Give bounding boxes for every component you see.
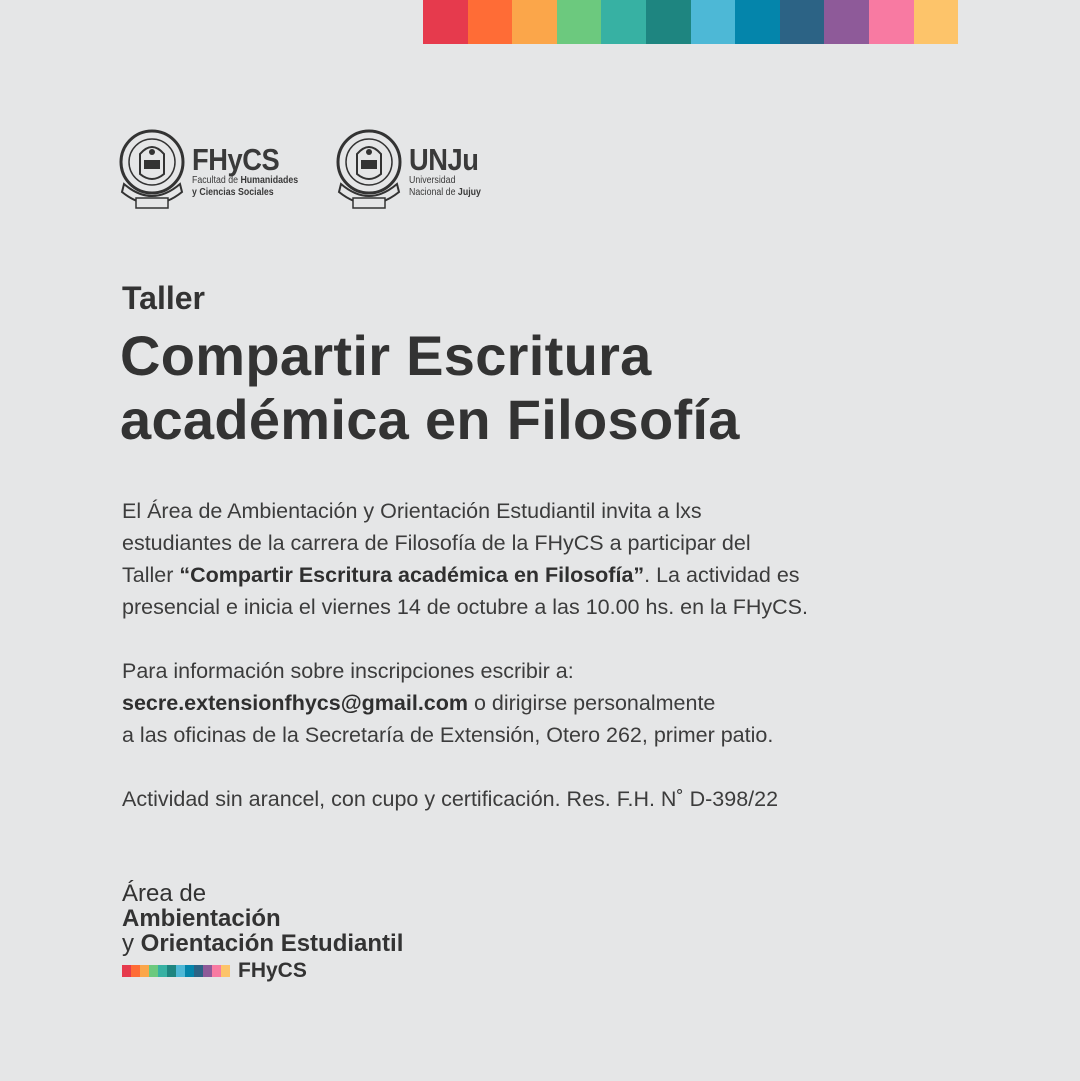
color-swatch (221, 965, 230, 977)
footer-line-1: Área de (122, 880, 207, 907)
footer-line-3: y Orientación Estudiantil (122, 930, 404, 957)
color-swatch (122, 965, 131, 977)
color-swatch (185, 965, 194, 977)
color-swatch (914, 0, 959, 44)
color-swatch (646, 0, 691, 44)
footer-line-2: Ambientación (122, 905, 281, 932)
fhycs-logo-name: FHyCS (192, 141, 280, 177)
workshop-name: “Compartir Escritura académica en Filosofía” (179, 563, 645, 587)
color-swatch (601, 0, 646, 44)
color-swatch (149, 965, 158, 977)
color-swatch (167, 965, 176, 977)
title-line-1: Compartir Escritura (120, 324, 652, 387)
color-swatch (735, 0, 780, 44)
color-swatch (158, 965, 167, 977)
paragraph-line: presencial e inicia el viernes 14 de octubre a las 10.00 hs. en la FHyCS. (122, 595, 808, 619)
contact-paragraph (122, 655, 773, 751)
unju-logo-subtitle-2: Nacional de Jujuy (409, 186, 481, 198)
color-swatch (131, 965, 140, 977)
color-swatch (512, 0, 557, 44)
unju-logo-subtitle: Universidad (409, 174, 456, 186)
university-seal-icon (335, 128, 403, 214)
color-swatch (140, 965, 149, 977)
kicker-label: Taller (122, 280, 205, 316)
unju-logo (335, 128, 491, 214)
color-swatch (869, 0, 914, 44)
top-color-bar (423, 0, 958, 44)
color-swatch (557, 0, 602, 44)
color-swatch (824, 0, 869, 44)
fhycs-logo-subtitle-2: y Ciencias Sociales (192, 186, 274, 198)
color-swatch (691, 0, 736, 44)
paragraph-text: . La actividad es (644, 563, 800, 587)
fhycs-logo-subtitle: Facultad de Humanidades (192, 174, 299, 186)
title-line-2: académica en Filosofía (120, 388, 740, 451)
unju-logo-name: UNJu (409, 141, 479, 177)
paragraph-line: El Área de Ambientación y Orientación Estudiantil invita a lxs (122, 499, 702, 523)
fhycs-logo (118, 128, 313, 214)
paragraph-line: Para información sobre inscripciones escribir a: (122, 659, 574, 683)
contact-email[interactable]: secre.extensionfhycs@gmail.com (122, 691, 468, 715)
color-swatch (176, 965, 185, 977)
paragraph-line: a las oficinas de la Secretaría de Extensión, Otero 262, primer patio. (122, 723, 774, 747)
fee-paragraph: Actividad sin arancel, con cupo y certificación. Res. F.H. N˚ D-398/22 (122, 787, 779, 811)
page-title (120, 324, 1000, 452)
university-seal-icon (118, 128, 186, 214)
invitation-paragraph (122, 495, 808, 623)
color-swatch (780, 0, 825, 44)
footer-color-bar (122, 965, 230, 977)
paragraph-line: estudiantes de la carrera de Filosofía de la FHyCS a participar del (122, 531, 751, 555)
footer-brand (122, 881, 403, 983)
paragraph-text: o dirigirse personalmente (468, 691, 716, 715)
color-swatch (203, 965, 212, 977)
color-swatch (468, 0, 513, 44)
footer-fhycs-label: FHyCS (238, 959, 307, 982)
paragraph-text: Taller (122, 563, 180, 587)
color-swatch (212, 965, 221, 977)
color-swatch (194, 965, 203, 977)
color-swatch (423, 0, 468, 44)
